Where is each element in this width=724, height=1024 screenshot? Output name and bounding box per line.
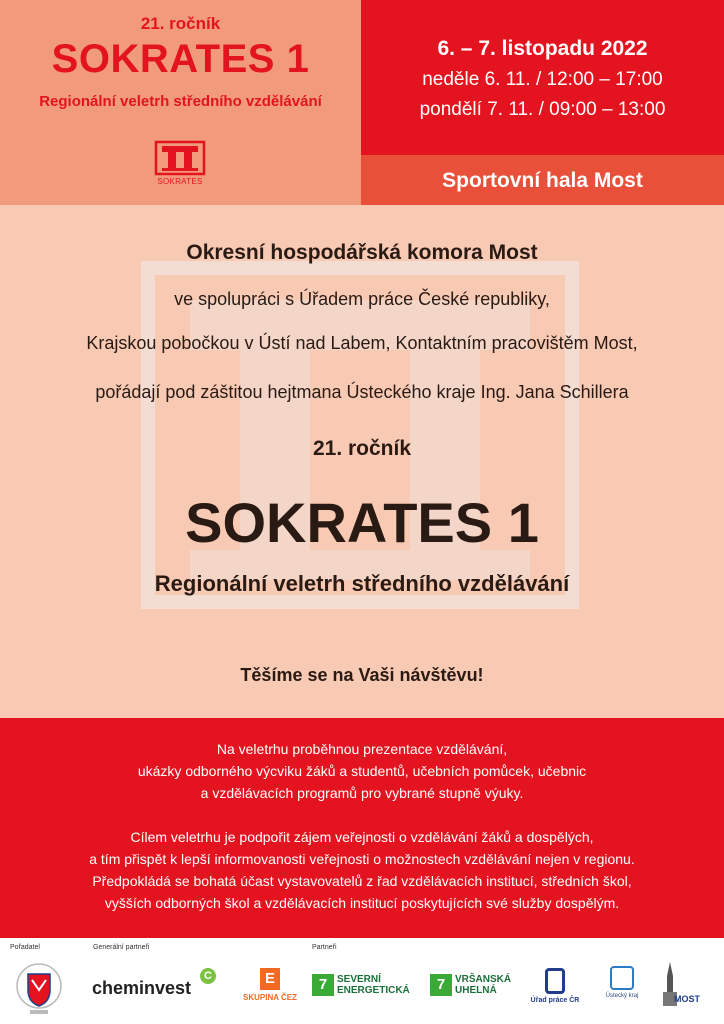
info-line: a tím přispět k lepší informovanosti veřejnosti o možnostech vzdělávání nejen v regionu. (89, 851, 635, 867)
urad-prace-text: Úřad práce ČR (530, 997, 580, 1004)
vu-line-1: VRŠANSKÁ (455, 974, 512, 985)
vrsanska-uhelna-logo (430, 974, 511, 996)
info-line: ukázky odborného výcviku žáků a studentů, učebních pomůcek, učebnic (137, 763, 587, 779)
cez-text: SKUPINA ČEZ (243, 993, 297, 1002)
sokrates-watermark-icon (140, 260, 580, 610)
info-line: Cílem veletrhu je podpořit zájem veřejnosti o vzdělávání žáků a dospělých, (130, 829, 594, 845)
label-partners: Partneři (312, 944, 337, 951)
ustecky-kraj-logo (604, 966, 640, 999)
vu-line-2: UHELNÁ (455, 985, 497, 996)
info-line: vyšších odborných škol a vzdělávacích institucí poskytujících své služby dospělým. (104, 895, 620, 911)
header-right-panel (361, 0, 724, 155)
ustecky-kraj-text: Ústecký kraj (605, 993, 639, 999)
chamber-crest-icon (14, 960, 64, 1016)
most-city-logo (660, 962, 710, 1011)
cooperation-line-1: ve spolupráci s Úřadem práce České republiky, (174, 289, 550, 309)
header-subtitle: Regionální veletrh středního vzdělávání (39, 93, 322, 110)
event-dates: 6. – 7. listopadu 2022 (437, 37, 648, 60)
severni-energeticka-logo (312, 974, 410, 996)
cheminvest-logo: cheminvest (92, 978, 192, 998)
welcome-text: Těšíme se na Vaši návštěvu! (240, 665, 484, 685)
info-line: a vzdělávacích programů pro vybrané stupně výuky. (200, 785, 524, 801)
header-left-panel (0, 0, 361, 205)
ustecky-kraj-icon (610, 966, 634, 990)
main-section (0, 205, 724, 718)
patronage-line: pořádají pod záštitou hejtmana Ústeckého kraje Ing. Jana Schillera (95, 382, 629, 402)
event-day2: pondělí 7. 11. / 09:00 – 13:00 (419, 99, 666, 120)
most-city-text: MOST (674, 994, 700, 1004)
info-line: Předpokládá se bohatá účast vystavovatelů z řad vzdělávacích institucí, středních škol, (92, 873, 632, 889)
cez-logo (240, 968, 300, 1002)
main-edition: 21. ročník (312, 437, 412, 460)
event-day1: neděle 6. 11. / 12:00 – 17:00 (422, 69, 663, 90)
info-line: Na veletrhu proběhnou prezentace vzdělávání, (216, 741, 508, 757)
urad-prace-icon (545, 968, 565, 994)
cooperation-line-2: Krajskou pobočkou v Ústí nad Labem, Kontaktním pracovištěm Most, (86, 333, 638, 353)
header-edition: 21. ročník (140, 14, 221, 33)
organizer-name: Okresní hospodářská komora Most (186, 241, 538, 264)
header-title: SOKRATES 1 (51, 37, 310, 81)
main-title: SOKRATES 1 (185, 491, 539, 554)
se-line-2: ENERGETICKÁ (337, 985, 410, 996)
urad-prace-logo (530, 968, 580, 1004)
sokrates-logo-icon (154, 140, 206, 176)
main-subtitle: Regionální veletrh středního vzdělávání (154, 571, 570, 596)
seven-mark-icon: 7 (312, 974, 334, 996)
partners-footer (0, 938, 724, 1024)
info-paragraph-1 (0, 738, 724, 804)
seven-mark-icon: 7 (430, 974, 452, 996)
cheminvest-mark-icon: C (200, 968, 216, 984)
label-general-partners: Generální partneři (93, 944, 150, 951)
event-venue: Sportovní hala Most (361, 155, 724, 205)
cez-mark-icon: E (260, 968, 280, 990)
label-organizer: Pořadatel (10, 944, 40, 951)
info-paragraph-2 (0, 826, 724, 914)
sokrates-logo (154, 140, 206, 190)
se-line-1: SEVERNÍ (337, 974, 381, 985)
sokrates-logo-text: SOKRATES (157, 177, 203, 186)
info-section (0, 718, 724, 938)
